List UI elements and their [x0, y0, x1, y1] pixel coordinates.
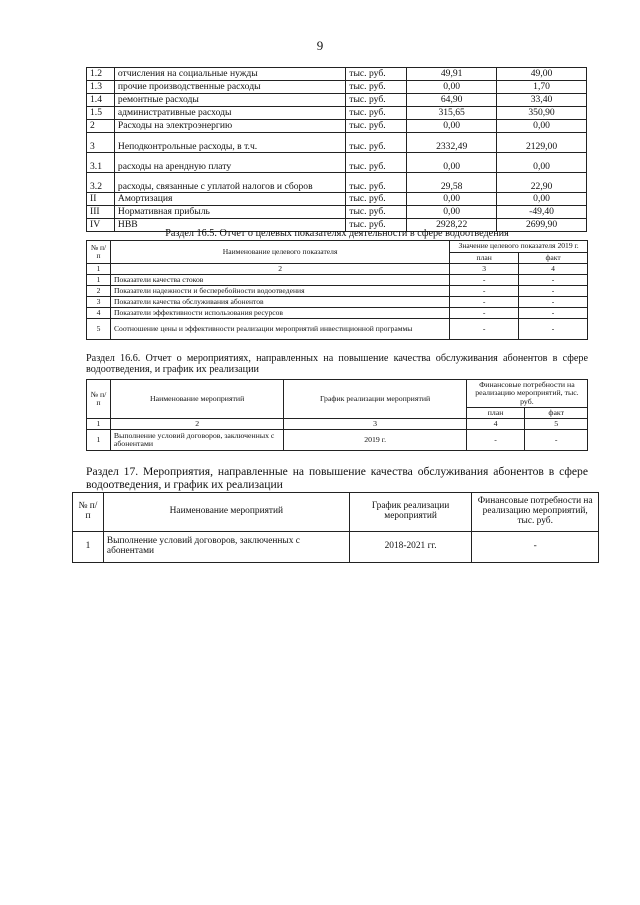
- row-value-1: 0,00: [407, 81, 497, 94]
- row-name: административные расходы: [114, 107, 345, 120]
- table-row: [87, 133, 587, 153]
- header-num: № п/п: [87, 380, 111, 419]
- row-name: НВВ: [114, 219, 345, 232]
- row-name: Нормативная прибыль: [114, 206, 345, 219]
- row-name: Расходы на электроэнергию: [114, 120, 345, 133]
- measures-plan-table: [72, 492, 599, 563]
- row-value-2: 22,90: [497, 173, 587, 193]
- row-num: 2: [87, 286, 111, 297]
- row-unit: тыс. руб.: [346, 153, 407, 173]
- index-cell: 2: [110, 419, 284, 430]
- table-row: [87, 275, 588, 286]
- measures-report-table: [86, 379, 588, 451]
- row-value-2: 0,00: [497, 193, 587, 206]
- row-fact: -: [519, 286, 588, 297]
- header-plan: план: [466, 408, 525, 419]
- header-measure-name: Наименование мероприятий: [110, 380, 284, 419]
- row-num: 1: [73, 532, 104, 563]
- header-fact: факт: [525, 408, 588, 419]
- row-value-1: 2332,49: [407, 133, 497, 153]
- table-row: [87, 107, 587, 120]
- table-row: [87, 319, 588, 340]
- index-cell: 5: [525, 419, 588, 430]
- table-row: [87, 153, 587, 173]
- table-row: [87, 94, 587, 107]
- table-row: [87, 286, 588, 297]
- row-value-2: 0,00: [497, 120, 587, 133]
- row-unit: тыс. руб.: [346, 107, 407, 120]
- row-fact: -: [519, 319, 588, 340]
- row-num: 4: [87, 308, 111, 319]
- index-cell: 3: [284, 419, 466, 430]
- row-num: 5: [87, 319, 111, 340]
- row-num: 1.4: [87, 94, 115, 107]
- row-name: расходы на арендную плату: [114, 153, 345, 173]
- row-num: 3: [87, 297, 111, 308]
- row-fact: -: [525, 430, 588, 451]
- row-unit: тыс. руб.: [346, 94, 407, 107]
- row-value-2: 1,70: [497, 81, 587, 94]
- row-num: IV: [87, 219, 115, 232]
- header-finance: Финансовые потребности на реализацию мероприятий, тыс. руб.: [466, 380, 587, 408]
- row-value-1: 0,00: [407, 193, 497, 206]
- page-number: 9: [316, 38, 324, 53]
- row-value-2: 49,00: [497, 68, 587, 81]
- row-plan: -: [450, 308, 519, 319]
- row-value-1: 0,00: [407, 120, 497, 133]
- header-indicator-name: Наименование целевого показателя: [110, 241, 449, 264]
- row-measure-name: Выполнение условий договоров, заключенных с абонентами: [110, 430, 284, 451]
- row-value-1: 29,58: [407, 173, 497, 193]
- index-cell: 1: [87, 419, 111, 430]
- table-row: [87, 173, 587, 193]
- header-schedule: График реализации мероприятий: [284, 380, 466, 419]
- header-indicator-value: Значение целевого показателя 2019 г.: [450, 241, 588, 253]
- section-16-5-title: Раздел 16.5. Отчет о целевых показателях деятельности в сфере водоотведения: [165, 228, 509, 239]
- row-name: отчисления на социальные нужды: [114, 68, 345, 81]
- row-schedule: 2019 г.: [284, 430, 466, 451]
- row-fact: -: [519, 297, 588, 308]
- row-unit: тыс. руб.: [346, 120, 407, 133]
- row-name: Амортизация: [114, 193, 345, 206]
- row-value-2: -49,40: [497, 206, 587, 219]
- row-value-2: 33,40: [497, 94, 587, 107]
- row-value-1: 0,00: [407, 153, 497, 173]
- header-schedule: График реализации мероприятий: [349, 493, 472, 532]
- table-row: [87, 206, 587, 219]
- row-value-1: 0,00: [407, 206, 497, 219]
- row-unit: тыс. руб.: [346, 133, 407, 153]
- target-indicators-table: [86, 240, 588, 340]
- header-num: № п/п: [87, 241, 111, 264]
- row-num: 2: [87, 120, 115, 133]
- row-indicator-name: Показатели эффективности использования ресурсов: [110, 308, 449, 319]
- row-num: 1.2: [87, 68, 115, 81]
- row-num: 3.2: [87, 173, 115, 193]
- section-16-6-title: Раздел 16.6. Отчет о мероприятиях, направленных на повышение качества обслуживания абонентов в сфере водоотведения, и график их реализации: [86, 353, 588, 376]
- row-indicator-name: Соотношение цены и эффективности реализации мероприятий инвестиционной программы: [110, 319, 449, 340]
- row-num: 1: [87, 275, 111, 286]
- row-num: 1.5: [87, 107, 115, 120]
- row-measure-name: Выполнение условий договоров, заключенных с абонентами: [103, 532, 349, 563]
- section-17-title: Раздел 17. Мероприятия, направленные на повышение качества обслуживания абонентов в сфере водоотведения, и график их реализации: [86, 465, 588, 491]
- row-num: 1.3: [87, 81, 115, 94]
- row-value-1: 315,65: [407, 107, 497, 120]
- row-num: 3.1: [87, 153, 115, 173]
- row-fact: -: [519, 275, 588, 286]
- index-cell: 3: [450, 264, 519, 275]
- table-row: [87, 81, 587, 94]
- row-num: III: [87, 206, 115, 219]
- table-row: [87, 308, 588, 319]
- row-plan: -: [466, 430, 525, 451]
- row-unit: тыс. руб.: [346, 206, 407, 219]
- index-cell: 1: [87, 264, 111, 275]
- row-name: расходы, связанные с уплатой налогов и сборов: [114, 173, 345, 193]
- row-unit: тыс. руб.: [346, 173, 407, 193]
- header-num: № п/п: [73, 493, 104, 532]
- row-value-2: 2129,00: [497, 133, 587, 153]
- row-plan: -: [450, 275, 519, 286]
- row-num: 1: [87, 430, 111, 451]
- header-finance: Финансовые потребности на реализацию мероприятий, тыс. руб.: [472, 493, 599, 532]
- row-indicator-name: Показатели качества стоков: [110, 275, 449, 286]
- header-fact: факт: [519, 252, 588, 264]
- row-finance: -: [472, 532, 599, 563]
- row-value-2: 0,00: [497, 153, 587, 173]
- row-value-1: 64,90: [407, 94, 497, 107]
- row-value-2: 2699,90: [497, 219, 587, 232]
- row-plan: -: [450, 319, 519, 340]
- row-indicator-name: Показатели надежности и бесперебойности водоотведения: [110, 286, 449, 297]
- row-unit: тыс. руб.: [346, 193, 407, 206]
- row-unit: тыс. руб.: [346, 81, 407, 94]
- row-plan: -: [450, 286, 519, 297]
- index-cell: 4: [519, 264, 588, 275]
- row-plan: -: [450, 297, 519, 308]
- table-row: [87, 430, 588, 451]
- row-num: II: [87, 193, 115, 206]
- table-row: [87, 193, 587, 206]
- table-row: [87, 68, 587, 81]
- row-fact: -: [519, 308, 588, 319]
- index-cell: 4: [466, 419, 525, 430]
- row-num: 3: [87, 133, 115, 153]
- table-row: [87, 297, 588, 308]
- row-value-2: 350,90: [497, 107, 587, 120]
- row-value-1: 49,91: [407, 68, 497, 81]
- row-schedule: 2018-2021 гг.: [349, 532, 472, 563]
- cost-table: [86, 67, 587, 232]
- row-value-1: 2928,22: [407, 219, 497, 232]
- row-indicator-name: Показатели качества обслуживания абонентов: [110, 297, 449, 308]
- table-row: [87, 120, 587, 133]
- row-unit: тыс. руб.: [346, 219, 407, 232]
- row-name: прочие производственные расходы: [114, 81, 345, 94]
- table-row: [73, 532, 599, 563]
- index-cell: 2: [110, 264, 449, 275]
- row-name: Неподконтрольные расходы, в т.ч.: [114, 133, 345, 153]
- header-measure-name: Наименование мероприятий: [103, 493, 349, 532]
- row-unit: тыс. руб.: [346, 68, 407, 81]
- row-name: ремонтные расходы: [114, 94, 345, 107]
- header-plan: план: [450, 252, 519, 264]
